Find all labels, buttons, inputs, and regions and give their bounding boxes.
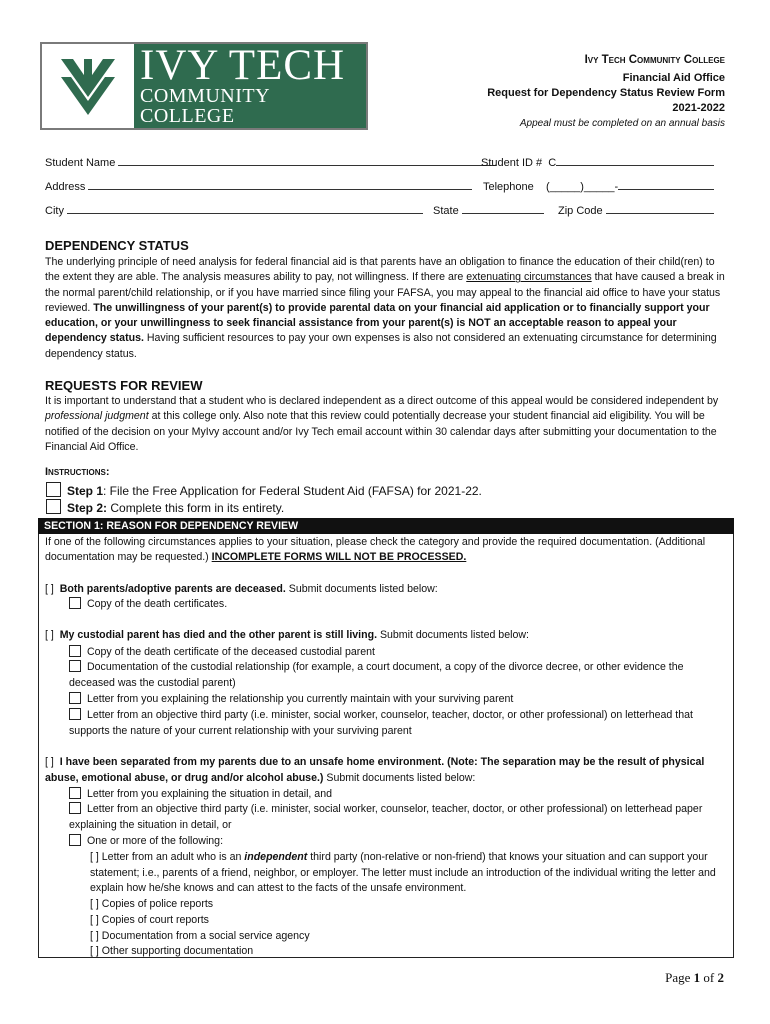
list-item: Letter from you explaining the situation in detail, and xyxy=(69,787,332,803)
requests-heading: REQUESTS FOR REVIEW xyxy=(45,378,203,393)
document-checkbox[interactable] xyxy=(69,660,81,672)
step-2-checkbox[interactable] xyxy=(46,499,61,514)
document-checkbox[interactable] xyxy=(69,645,81,657)
logo-wordmark: IVY TECH xyxy=(140,42,346,89)
document-checkbox[interactable] xyxy=(69,834,81,846)
list-item: [ ] Documentation from a social service agency xyxy=(90,930,310,942)
list-item: One or more of the following: xyxy=(69,834,223,850)
section-1-header: SECTION 1: REASON FOR DEPENDENCY REVIEW xyxy=(38,518,734,534)
requests-paragraph: It is important to understand that a student who is declared independent as a direct outcome of this appeal would be considered independent by professional judgment at this college only. Also note that this review could potentially decrease your student financial aid eligibility. You will be notified of the decision on your MyIvy account and/or Ivy Tech email account within 30 calendar days after submitting your documentation to the Financial Aid Office. xyxy=(45,395,719,453)
list-item: [ ] Letter from an adult who is an independent third party (non-relative or non-friend) that knows your situation and can support your statement; i.e., parents of a friend, neighbor, or employer. The letter must include an introduction of the individual writing the letter and explain how he/she knows and can attest to the facts of the unsafe environment. xyxy=(90,851,716,894)
option-bracket[interactable]: [ ] xyxy=(90,898,99,910)
category-unsafe-environment[interactable]: [ ] I have been separated from my parents due to an unsafe home environment. (Note: The separation may be the result of physical abuse, emotional abuse, or drug and/or alcohol abuse.) Submit documents listed below: xyxy=(45,756,705,784)
list-item: Documentation of the custodial relationship (for example, a court document, a copy of the divorce decree, or other evidence the deceased was the custodial parent) xyxy=(69,661,684,689)
city-field[interactable] xyxy=(45,203,423,217)
student-name-label: Student Name xyxy=(45,157,116,169)
category-custodial-deceased[interactable]: [ ] My custodial parent has died and the other parent is still living. Submit documents listed below: xyxy=(45,629,529,641)
category-bracket[interactable]: [ ] xyxy=(45,756,54,768)
page-number: Page 1 of 2 xyxy=(665,970,724,985)
city-label: City xyxy=(45,205,64,217)
college-name: Ivy Tech Community College xyxy=(584,54,725,66)
category-bracket[interactable]: [ ] xyxy=(45,583,54,595)
document-checkbox[interactable] xyxy=(69,708,81,720)
address-label: Address xyxy=(45,181,86,193)
incomplete-warning: INCOMPLETE FORMS WILL NOT BE PROCESSED. xyxy=(211,551,467,564)
logo-subtitle: COMMUNITY COLLEGE xyxy=(140,85,270,127)
state-label: State xyxy=(433,205,459,217)
form-title: Request for Dependency Status Review Form xyxy=(487,87,725,99)
telephone-label: Telephone xyxy=(483,181,534,193)
office-name: Financial Aid Office xyxy=(622,72,725,84)
list-item: Copy of the death certificates. xyxy=(69,597,227,613)
document-checkbox[interactable] xyxy=(69,692,81,704)
telephone-field[interactable]: Telephone (_____)_____- xyxy=(483,179,714,193)
document-checkbox[interactable] xyxy=(69,787,81,799)
appeal-note: Appeal must be completed on an annual basis xyxy=(519,118,725,129)
list-item: Letter from an objective third party (i.e. minister, social worker, counselor, teacher, doctor, or other professional) on letterhead paper explaining the situation in detail, or xyxy=(69,803,703,831)
state-field[interactable] xyxy=(433,203,544,217)
zip-label: Zip Code xyxy=(558,205,603,217)
step-1-checkbox[interactable] xyxy=(46,482,61,497)
award-year: 2021-2022 xyxy=(672,102,725,114)
address-field[interactable] xyxy=(45,179,472,193)
ivy-leaf-icon xyxy=(42,44,134,128)
option-bracket[interactable]: [ ] xyxy=(90,945,99,957)
option-bracket[interactable]: [ ] xyxy=(90,851,99,863)
zip-field[interactable] xyxy=(558,203,714,217)
student-id-label: Student ID # xyxy=(481,157,543,169)
step-2: Step 2: Complete this form in its entirety. xyxy=(46,499,284,515)
document-checkbox[interactable] xyxy=(69,802,81,814)
category-bracket[interactable]: [ ] xyxy=(45,629,54,641)
option-bracket[interactable]: [ ] xyxy=(90,914,99,926)
list-item: Copy of the death certificate of the deceased custodial parent xyxy=(69,645,375,661)
student-id-field[interactable]: Student ID # C xyxy=(481,155,714,169)
extenuating-link: extenuating circumstances xyxy=(466,271,592,284)
college-logo xyxy=(40,42,368,130)
section-1-intro: If one of the following circumstances applies to your situation, please check the category and provide the required documentation. (Additional documentation may be requested.) INCOMPLETE FORMS WILL NOT BE PROCESSED. xyxy=(45,536,706,564)
list-item: [ ] Other supporting documentation xyxy=(90,945,254,957)
document-checkbox[interactable] xyxy=(69,597,81,609)
list-item: [ ] Copies of police reports xyxy=(90,898,214,910)
dependency-heading: DEPENDENCY STATUS xyxy=(45,238,189,253)
instructions-heading: Instructions: xyxy=(45,466,110,478)
list-item: Letter from an objective third party (i.e. minister, social worker, counselor, teacher, doctor, or other professional) on letterhead that supports the nature of your current relationship with your surviving parent xyxy=(69,709,693,737)
option-bracket[interactable]: [ ] xyxy=(90,930,99,942)
list-item: Letter from you explaining the relationship you currently maintain with your surviving parent xyxy=(69,692,513,708)
step-1: Step 1: File the Free Application for Federal Student Aid (FAFSA) for 2021-22. xyxy=(46,482,482,498)
dependency-paragraph: The underlying principle of need analysis for federal financial aid is that parents have an obligation to finance the education of their child(ren) to the extent they are able. The analysis measures ability to pay, not willingness. If there are extenuating circumstances that have caused a break in the normal parent/child relationship, or if you have married since filing your FAFSA, you may appeal to the financial aid office to have your status reviewed. The unwillingness of your parent(s) to provide parental data on your financial aid application or to financially support your education, or your unwillingness to seek financial assistance from your parent(s) is NOT an acceptable reason to appeal your dependency status. Having sufficient resources to pay your own expenses is also not considered an extenuating circumstance for determining dependency status. xyxy=(45,256,725,360)
list-item: [ ] Copies of court reports xyxy=(90,914,209,926)
category-both-deceased[interactable]: [ ] Both parents/adoptive parents are deceased. Submit documents listed below: xyxy=(45,583,438,595)
student-name-field[interactable] xyxy=(45,155,496,169)
